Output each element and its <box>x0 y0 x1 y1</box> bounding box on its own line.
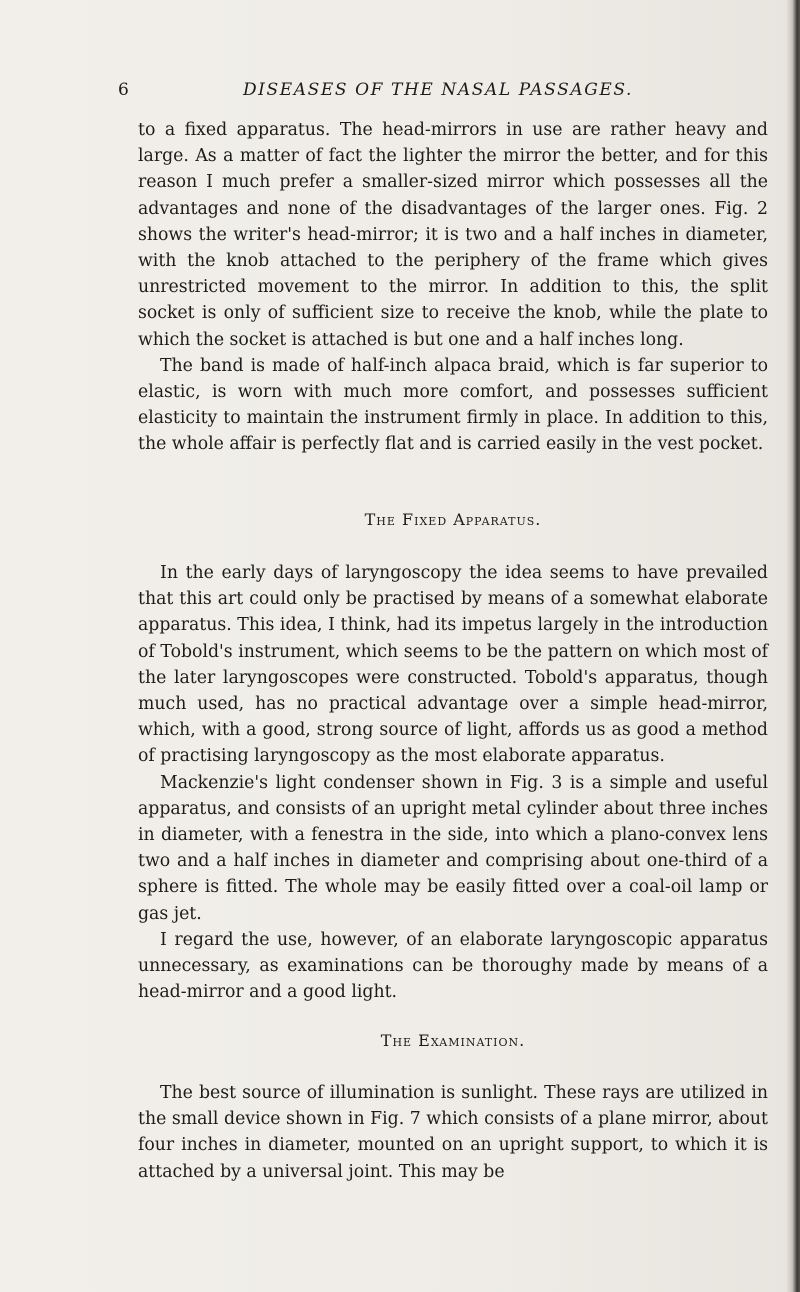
running-head: DISEASES OF THE NASAL PASSAGES. <box>242 80 634 100</box>
examination-text-block <box>138 1080 768 1185</box>
fixed-apparatus-text-block <box>138 560 768 1005</box>
page-edge-shadow <box>786 0 800 1292</box>
page-number: 6 <box>118 80 129 100</box>
paragraph: The band is made of half-inch alpaca braid, which is far superior to elastic, is worn with much more comfort, and possesses sufficient elasticity to maintain the instrument firmly in place. In addition to this, the whole affair is perfectly flat and is carried easily in the vest pocket. <box>138 355 768 455</box>
paragraph: to a fixed apparatus. The head-mirrors in use are rather heavy and large. As a matter of fact the lighter the mirror the better, and for this reason I much prefer a smaller-sized mirror which possesses all the advantages and none of the disadvantages of the larger ones. Fig. 2 shows the writer's head-mirror; it is two and a half inches in diameter, with the knob attached to the periphery of the frame which gives unrestricted movement to the mirror. In addition to this, the split socket is only of sufficient size to receive the knob, while the plate to which the socket is attached is but one and a half inches long. <box>138 120 768 350</box>
section-heading-examination: The Examination. <box>380 1031 526 1050</box>
paragraph: I regard the use, however, of an elaborate laryngoscopic apparatus unnecessary, as examinations can be thoroughy made by means of a head-mirror and a good light. <box>138 929 768 1003</box>
section-heading-fixed-apparatus: The Fixed Apparatus. <box>364 510 542 529</box>
paragraph: The best source of illumination is sunlight. These rays are utilized in the small device shown in Fig. 7 which consists of a plane mirror, about four inches in diameter, mounted on an upright support, to which it is attached by a universal joint. This may be <box>138 1083 768 1182</box>
intro-text-block <box>138 117 768 458</box>
paragraph: Mackenzie's light condenser shown in Fig. 3 is a simple and useful apparatus, and consists of an upright metal cylinder about three inches in diameter, with a fenestra in the side, into which a plano-convex lens two and a half inches in diameter and comprising about one-third of a sphere is fitted. The whole may be easily fitted over a coal-oil lamp or gas jet. <box>138 772 768 924</box>
page-header <box>118 80 758 106</box>
paragraph: In the early days of laryngoscopy the idea seems to have prevailed that this art could only be practised by means of a somewhat elaborate apparatus. This idea, I think, had its impetus largely in the introduction of Tobold's instrument, which seems to be the pattern on which most of the later laryngoscopes were constructed. Tobold's apparatus, though much used, has no practical advantage over a simple head-mirror, which, with a good, strong source of light, affords us as good a method of practising laryngoscopy as the most elaborate apparatus. <box>138 563 768 767</box>
